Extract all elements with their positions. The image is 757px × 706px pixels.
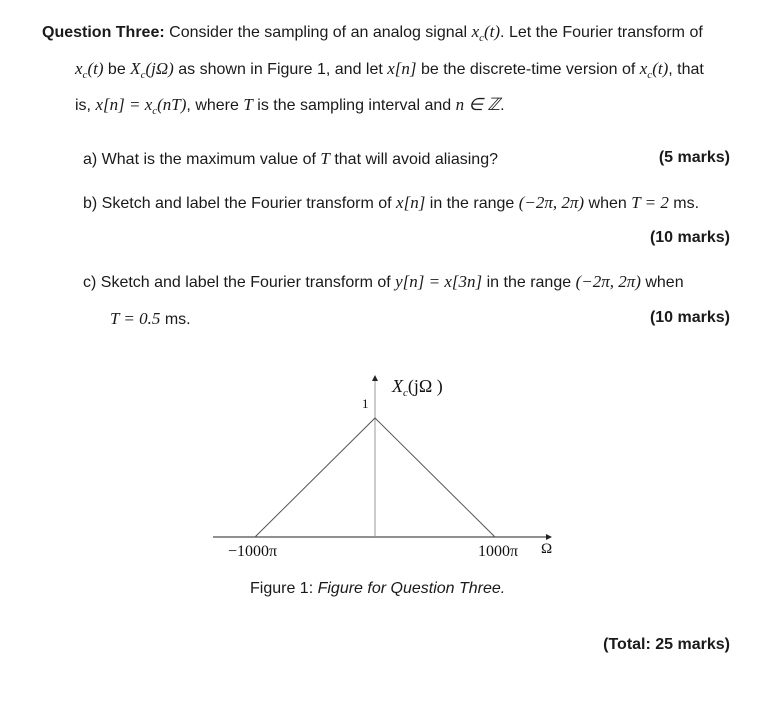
question-intro-line-2: $x_c(t)$ be $X_c(j\Omega)$ as shown in Figure 1, and let x[n] be the discrete-time version of $x_c(t)$, that	[75, 59, 704, 82]
part-b-marks: (10 marks)	[649, 229, 730, 246]
y-axis-label: $X_c(j\Omega$ )	[392, 376, 443, 399]
part-c-text: c) Sketch and label the Fourier transform of y[n] = x[3n] in the range (−2π, 2π) when	[83, 272, 684, 291]
figure-1-chart	[0, 360, 757, 610]
part-c-marks: (10 marks)	[649, 309, 730, 326]
part-a-marks: (5 marks)	[658, 149, 730, 166]
total-marks: (Total: 25 marks)	[603, 636, 730, 653]
question-heading: Question Three:	[42, 24, 165, 41]
x-axis-label: Ω	[541, 541, 553, 557]
part-c-text-line-2: T = 0.5 ms.	[110, 309, 191, 328]
question-intro-line-1: Question Three: Consider the sampling of an analog signal $x_c(t)$. Let the Fourier transform of	[42, 22, 703, 45]
question-intro-line-3: is, $x[n] = x_c(nT)$, where T is the sampling interval and n ∈ ℤ.	[75, 95, 505, 118]
right-tick-label: 1000π	[478, 543, 519, 560]
part-b-text: b) Sketch and label the Fourier transform of x[n] in the range (−2π, 2π) when T = 2 ms.	[83, 193, 700, 212]
peak-label: 1	[362, 396, 369, 411]
part-a-text: a) What is the maximum value of T that will avoid aliasing?	[83, 149, 498, 168]
figure-caption: Figure 1: Figure for Question Three.	[250, 580, 506, 597]
left-tick-label: −1000π	[228, 543, 278, 560]
